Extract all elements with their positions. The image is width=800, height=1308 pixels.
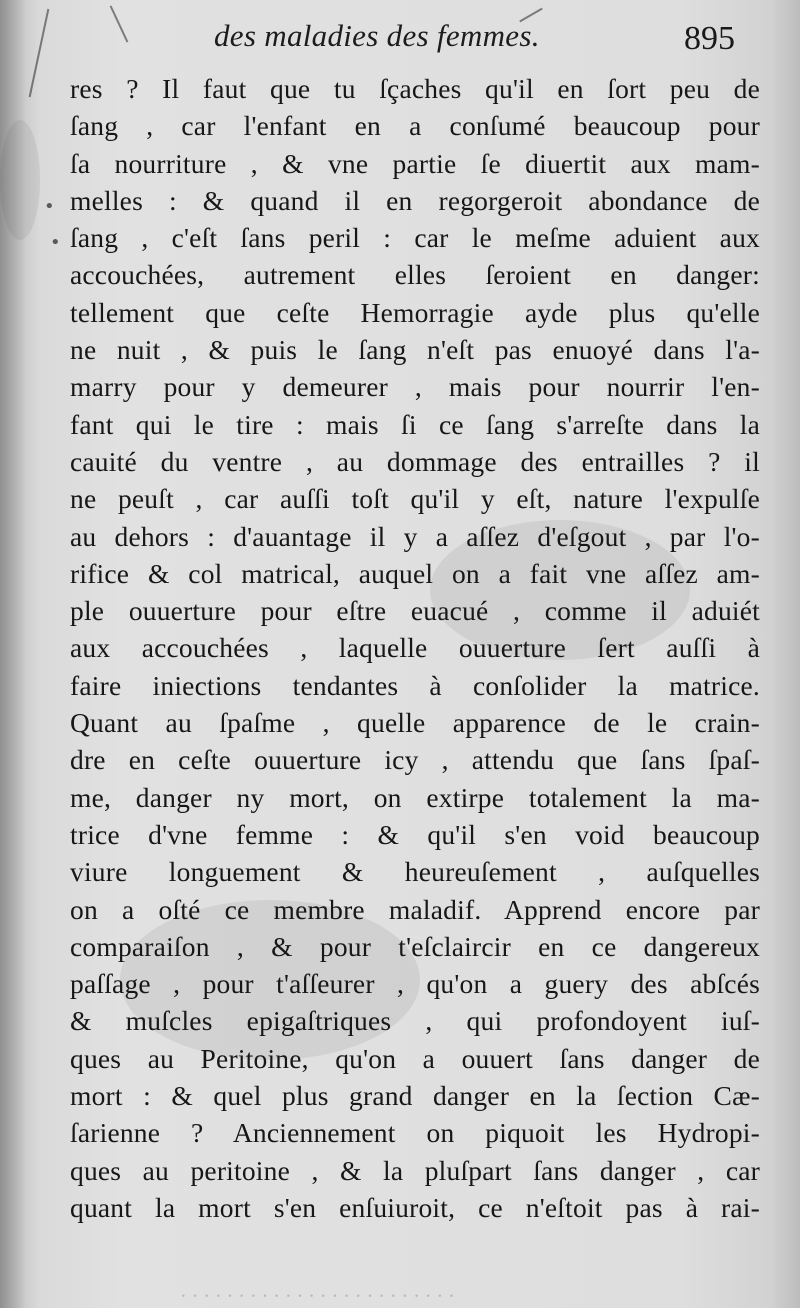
running-title: des maladies des femmes.	[214, 18, 540, 53]
text-line: au dehors : d'auantage il y a aſſez d'eſgout , par l'o-	[70, 520, 760, 552]
text-line: melles : & quand il en regorgeroit abondance de	[70, 184, 760, 216]
ink-scratch	[29, 9, 50, 97]
page-header	[214, 18, 774, 78]
text-line: ne peuſt , car auſſi toſt qu'il y eſt, nature l'expulſe	[70, 483, 760, 515]
body-text	[70, 70, 760, 1226]
text-line: marry pour y demeurer , mais pour nourrir l'en-	[70, 371, 760, 403]
text-line: mort : & quel plus grand danger en la ſection Cæ-	[70, 1080, 760, 1112]
margin-bullet-icon: •	[50, 232, 61, 253]
text-line: ſang , c'eſt ſans peril : car le meſme aduient aux	[70, 222, 760, 254]
text-line: aux accouchées , laquelle ouuerture ſert auſſi à	[70, 632, 760, 664]
text-line: fant qui le tire : mais ſi ce ſang s'arreſte dans la	[70, 408, 760, 440]
text-line: trice d'vne femme : & qu'il s'en void beaucoup	[70, 818, 760, 850]
show-through-text: · · · · · · · · · · · · · · · · · · · · · · · ·	[180, 1284, 455, 1306]
text-line: paſſage , pour t'aſſeurer , qu'on a guery des abſcés	[70, 968, 760, 1000]
text-line: dre en ceſte ouuerture icy , attendu que ſans ſpaſ-	[70, 744, 760, 776]
text-line: cauité du ventre , au dommage des entrailles ? il	[70, 445, 760, 477]
text-line: comparaiſon , & pour t'eſclaircir en ce dangereux	[70, 930, 760, 962]
text-line: ques au peritoine , & la pluſpart ſans danger , car	[70, 1154, 760, 1186]
text-line: ſarienne ? Anciennement on piquoit les Hydropi-	[70, 1117, 760, 1149]
page-stain	[0, 120, 40, 240]
text-line: accouchées, autrement elles ſeroient en danger:	[70, 259, 760, 291]
text-line: & muſcles epigaſtriques , qui profondoyent iuſ-	[70, 1005, 760, 1037]
text-line: ne nuit , & puis le ſang n'eſt pas enuoyé dans l'a-	[70, 334, 760, 366]
text-line: me, danger ny mort, on extirpe totalement la ma-	[70, 781, 760, 813]
text-line: quant la mort s'en enſuiuroit, ce n'eſtoit pas à rai-	[70, 1191, 760, 1223]
text-line: faire iniections tendantes à conſolider la matrice.	[70, 669, 760, 701]
text-line: on a oſté ce membre maladif. Apprend encore par	[70, 893, 760, 925]
text-line: rifice & col matrical, auquel on a fait vne aſſez am-	[70, 557, 760, 589]
text-line: ſang , car l'enfant en a conſumé beaucoup pour	[70, 110, 760, 142]
text-line: ſa nourriture , & vne partie ſe diuertit aux mam-	[70, 147, 760, 179]
ink-scratch	[110, 5, 129, 42]
margin-bullet-icon: •	[44, 196, 55, 217]
text-line: viure longuement & heureuſement , auſquelles	[70, 856, 760, 888]
text-line: ques au Peritoine, qu'on a ouuert ſans danger de	[70, 1042, 760, 1074]
text-line: ple ouuerture pour eſtre euacué , comme il aduiét	[70, 595, 760, 627]
text-line: res ? Il faut que tu ſçaches qu'il en ſort peu de	[70, 73, 760, 104]
page-number: 895	[684, 20, 735, 57]
text-line: Quant au ſpaſme , quelle apparence de le crain-	[70, 707, 760, 739]
text-line: tellement que ceſte Hemorragie ayde plus qu'elle	[70, 296, 760, 328]
